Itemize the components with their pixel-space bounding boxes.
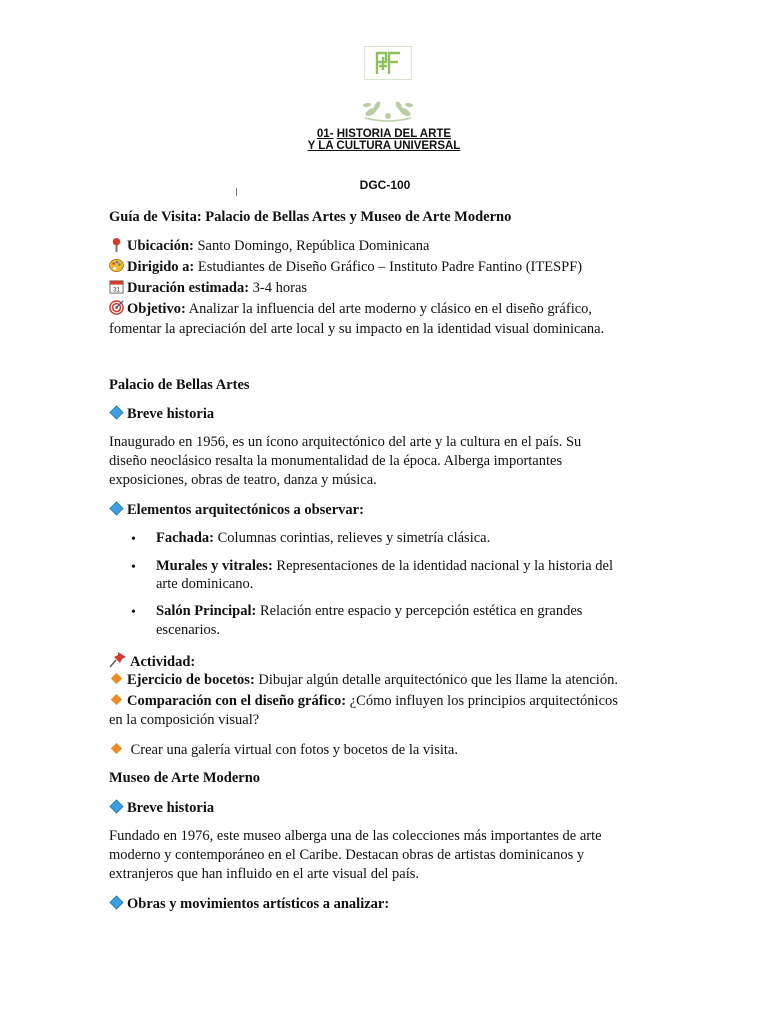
museo-history-line-3: extranjeros que han influido en el arte visual del país. <box>109 866 420 882</box>
orange-diamond-icon <box>109 692 124 707</box>
course-title-part2: Y LA CULTURA UNIVERSAL <box>307 140 461 152</box>
list-item-label: Salón Principal: <box>156 603 257 619</box>
guide-title: Guía de Visita: Palacio de Bellas Artes y Museo de Arte Moderno <box>109 209 512 225</box>
palacio-history-line-3: exposiciones, obras de teatro, danza y música. <box>109 472 377 488</box>
course-title-part1: HISTORIA DEL ARTE <box>336 128 452 140</box>
duration-line <box>109 279 669 298</box>
objective-value-2: fomentar la apreciación del arte local y su impacto en la identidad visual dominicana. <box>109 321 605 337</box>
list-item-text: Representaciones de la identidad nacional y la historia del <box>272 558 614 574</box>
compare-label: Comparación con el diseño gráfico: <box>127 693 347 709</box>
works-heading: Obras y movimientos artísticos a analizar: <box>127 896 390 912</box>
museo-history-line-1: Fundado en 1976, este museo alberga una de las colecciones más importantes de arte <box>109 828 602 844</box>
palette-icon <box>109 258 124 273</box>
list-item-fachada <box>156 529 656 548</box>
bullet-dot: • <box>131 560 136 575</box>
location-line <box>109 237 669 256</box>
bullet-dot: • <box>131 532 136 547</box>
svg-text:31: 31 <box>113 286 120 294</box>
works-heading-line <box>109 895 669 914</box>
palacio-history-heading-line <box>109 405 669 424</box>
red-pin-icon <box>109 237 124 252</box>
activity-gallery-line <box>109 741 669 760</box>
blue-diamond-icon <box>109 895 124 910</box>
gallery-text: Crear una galería virtual con fotos y bocetos de la visita. <box>127 742 458 758</box>
orange-diamond-icon <box>109 671 124 686</box>
course-number: 01- <box>316 128 334 140</box>
list-item-murales <box>156 557 656 576</box>
course-title-line2 <box>0 140 768 152</box>
audience-value: Estudiantes de Diseño Gráfico – Instituto Padre Fantino (ITESPF) <box>194 259 583 275</box>
blue-diamond-icon <box>109 405 124 420</box>
objective-label: Objetivo: <box>127 301 186 317</box>
activity-sketch-line <box>109 671 669 690</box>
list-item-salon-cont: escenarios. <box>156 622 221 638</box>
course-title-line1 <box>0 128 768 140</box>
objective-value-1: Analizar la influencia del arte moderno y clásico en el diseño gráfico, <box>185 301 593 317</box>
list-item-text: Relación entre espacio y percepción estética en grandes <box>256 603 583 619</box>
blue-diamond-icon <box>109 799 124 814</box>
duration-value: 3-4 horas <box>249 280 308 296</box>
list-item-text: Columnas corintias, relieves y simetría clásica. <box>214 530 491 546</box>
palacio-history-line-2: diseño neoclásico resalta la monumentalidad de la época. Alberga importantes <box>109 453 563 469</box>
audience-label: Dirigido a: <box>127 259 195 275</box>
duration-label: Duración estimada: <box>127 280 250 296</box>
logo-icon <box>373 50 403 76</box>
pushpin-icon <box>109 651 127 668</box>
blue-diamond-icon <box>109 501 124 516</box>
palacio-history-line-1: Inaugurado en 1956, es un ícono arquitectónico del arte y la cultura en el país. Su <box>109 434 582 450</box>
text-cursor-mark <box>236 188 237 196</box>
target-icon <box>109 300 124 315</box>
compare-text-cont: en la composición visual? <box>109 712 260 728</box>
sketch-text: Dibujar algún detalle arquitectónico que les llame la atención. <box>254 672 618 688</box>
list-item-label: Fachada: <box>156 530 214 546</box>
sketch-label: Ejercicio de bocetos: <box>127 672 255 688</box>
bullet-dot: • <box>131 605 136 620</box>
activity-heading: Actividad: <box>130 654 196 670</box>
objective-line <box>109 300 669 319</box>
orange-diamond-icon <box>109 741 124 756</box>
location-label: Ubicación: <box>127 238 194 254</box>
museo-history-heading: Breve historia <box>127 800 215 816</box>
calendar-icon <box>109 279 124 294</box>
elements-heading-line <box>109 501 669 520</box>
location-value: Santo Domingo, República Dominicana <box>193 238 430 254</box>
institute-logo <box>364 46 412 80</box>
course-code: DGC-100 <box>359 178 411 192</box>
list-item-salon <box>156 602 656 621</box>
museo-heading: Museo de Arte Moderno <box>109 770 261 786</box>
museo-history-heading-line <box>109 799 669 818</box>
palacio-heading: Palacio de Bellas Artes <box>109 377 250 393</box>
laurel-ornament-icon <box>361 98 415 122</box>
elements-heading: Elementos arquitectónicos a observar: <box>127 502 364 518</box>
audience-line <box>109 258 669 277</box>
list-item-label: Murales y vitrales: <box>156 558 273 574</box>
activity-compare-line <box>109 692 669 711</box>
palacio-history-heading: Breve historia <box>127 406 215 422</box>
activity-heading-line <box>109 651 669 672</box>
list-item-murales-cont: arte dominicano. <box>156 576 254 592</box>
museo-history-line-2: moderno y contemporáneo en el Caribe. Destacan obras de artistas dominicanos y <box>109 847 585 863</box>
compare-text: ¿Cómo influyen los principios arquitectónicos <box>346 693 618 709</box>
